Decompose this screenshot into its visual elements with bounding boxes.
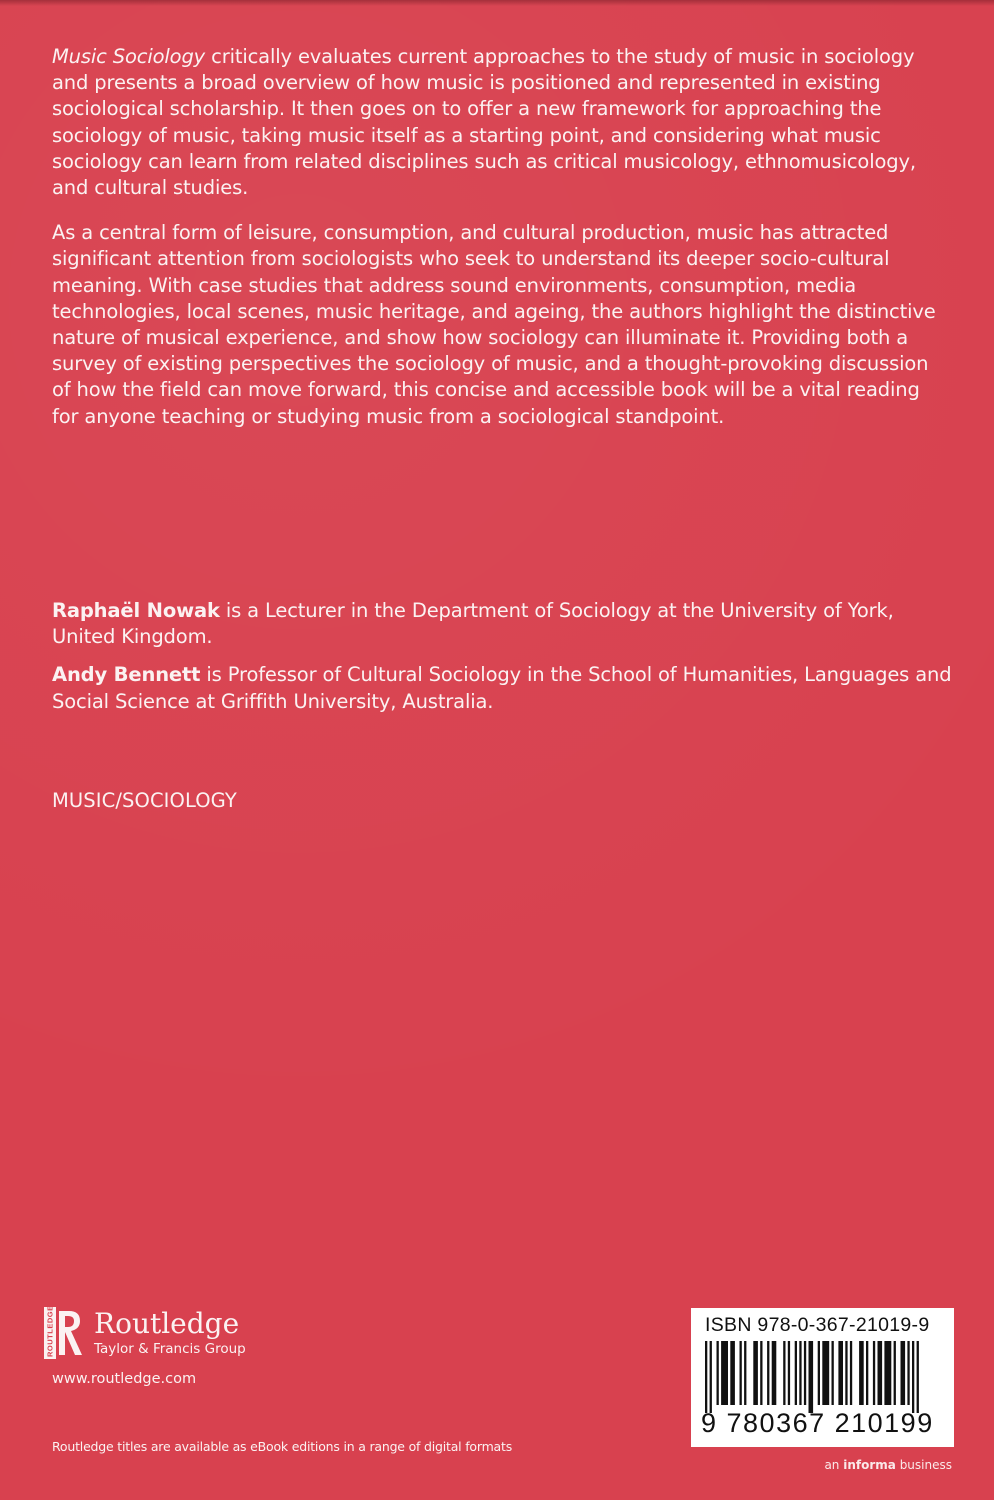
cover-top-edge <box>0 0 994 6</box>
informa-prefix: an <box>824 1458 844 1472</box>
isbn-barcode-box <box>691 1308 954 1447</box>
publisher-wordmark <box>94 1305 246 1357</box>
book-description <box>52 44 942 449</box>
author-name-1: Raphaël Nowak <box>52 599 220 622</box>
author-bios <box>52 598 952 727</box>
description-paragraph-2: As a central form of leisure, consumption, and cultural production, music has attracted significant attention from sociologists who seek to understand its deeper socio-cultural meaning. With case studies that address sound environments, consumption, media technologies, local scenes, music heritage, and ageing, the authors highlight the distinctive nature of musical experience, and show how sociology can illuminate it. Providing both a survey of existing perspectives the sociology of music, and a thought-provoking discussion of how the field can move forward, this concise and accessible book will be a vital reading for anyone teaching or studying music from a sociological standpoint. <box>52 221 936 428</box>
informa-brand: informa <box>843 1458 896 1472</box>
publisher-group: Taylor & Francis Group <box>94 1341 246 1357</box>
subject-category: MUSIC/SOCIOLOGY <box>52 789 237 812</box>
description-paragraph-1 <box>52 44 942 201</box>
isbn-text: ISBN 978-0-367-21019-9 <box>705 1314 930 1336</box>
publisher-logo <box>44 1305 246 1361</box>
publisher-name: Routledge <box>94 1307 240 1340</box>
informa-suffix: business <box>895 1458 952 1472</box>
barcode-digits: 9 780367 210199 <box>701 1408 934 1438</box>
ebook-note: Routledge titles are available as eBook editions in a range of digital formats <box>52 1439 513 1454</box>
routledge-r-icon <box>44 1305 86 1361</box>
author-bio-2 <box>52 662 952 714</box>
author-name-2: Andy Bennett <box>52 663 201 687</box>
routledge-logo-text: ROUTLEDGE <box>45 1305 55 1357</box>
author-bio-1 <box>52 598 952 650</box>
publisher-url[interactable]: www.routledge.com <box>52 1371 197 1387</box>
book-title-italic: Music Sociology <box>52 45 206 68</box>
author-bio-text-1: is a Lecturer in the Department of Sociology at the University of York, United Kingdom. <box>52 599 894 649</box>
author-bio-text-2: is Professor of Cultural Sociology in the School of Humanities, Languages and Social Science at Griffith University, Australia. <box>52 663 952 713</box>
barcode-icon <box>705 1341 941 1413</box>
description-paragraph-1-text: critically evaluates current approaches to the study of music in sociology and presents a broad overview of how music is positioned and represented in existing sociological scholarship. It then goes on to offer a new framework for approaching the sociology of music, taking music itself as a starting point, and considering what music sociology can learn from related disciplines such as critical musicology, ethnomusicology, and cultural studies. <box>52 45 916 200</box>
informa-business-tag <box>824 1458 952 1472</box>
